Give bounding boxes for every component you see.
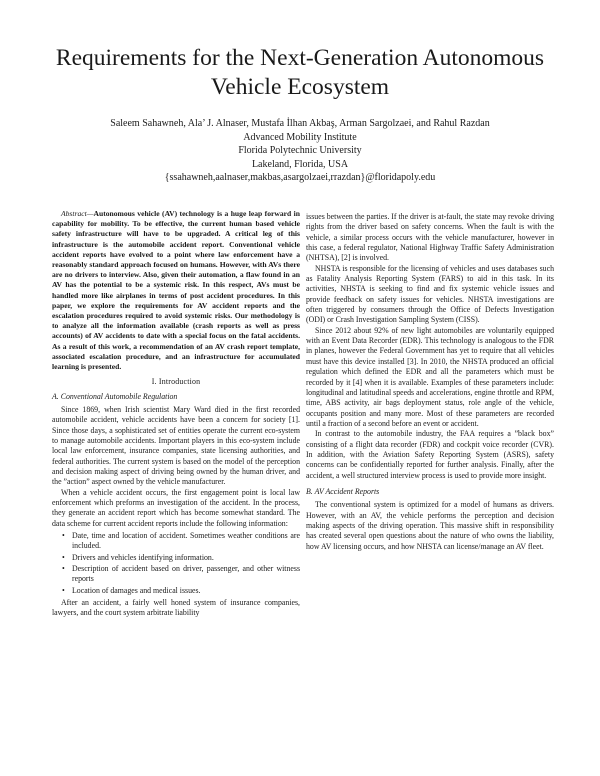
abstract xyxy=(52,209,300,372)
author-institute: Advanced Mobility Institute xyxy=(243,131,357,143)
list-item: • Drivers and vehicles identifying information. xyxy=(72,553,300,563)
right-paragraph-1: issues between the parties. If the driver is at-fault, the state may revoke driving rights from the driver based on safety concerns. When the fault is with the vehicle, a similar process occurs with the vehicle manufacturer, however in this case, a federal regulator, National Highway Traffic Safety Administration (NHTSA), [2] is involved. xyxy=(306,212,554,263)
intro-paragraph-2: When a vehicle accident occurs, the first engagement point is local law enforcement which preforms an investigation of the accident. In the process, they generate an accident report which has become somewhat standard. The data scheme for current accident reports include the following information: xyxy=(52,487,300,528)
paper-title: Requirements for the Next-Generation Autonomous Vehicle Ecosystem xyxy=(55,45,545,100)
left-column xyxy=(52,209,300,619)
abstract-lead: Abstract— xyxy=(61,209,94,218)
author-university: Florida Polytechnic University xyxy=(238,145,362,157)
author-block xyxy=(40,117,560,185)
right-paragraph-3: Since 2012 about 92% of new light automobiles are voluntarily equipped with an Event Data Recorder (EDR). This technology is analogous to the FDR in planes, however the Federal Government has yet to require that all vehicles must have this device installed [3]. In 2010, the NHSTA produced an official regulation which defined the EDR and all the parameters which must be recorded by it [4] when it is available. Examples of these parameters include: longitudinal and latitudinal speeds and accelerations, engine throttle and RPM, time, ABS activity, air bags deployment status, role angle of the vehicle, occupants position and many more. Most of these parameters are recorded until a fraction of a second before an event or accident. xyxy=(306,325,554,428)
right-column xyxy=(306,212,554,552)
right-paragraph-5: The conventional system is optimized for a model of humans as drivers. However, with an AV, the vehicle performs the perception and decision making aspects of the driving operation. This massive shift in responsibility has created several open questions about the nature of who owns the liability, how AV licensing occurs, and how NHSTA can license/manage an AV fleet. xyxy=(306,500,554,551)
author-emails: {ssahawneh,aalnaser,makbas,asargolzaei,rrazdan}@floridapoly.edu xyxy=(164,172,436,184)
intro-paragraph-3: After an accident, a fairly well honed system of insurance companies, lawyers, and the court system arbitrate liability xyxy=(52,598,300,618)
list-item: • Description of accident based on driver, passenger, and other witness reports xyxy=(72,564,300,585)
list-item: • Date, time and location of accident. Sometimes weather conditions are included. xyxy=(72,531,300,552)
section-heading-introduction: I. Introduction xyxy=(151,377,201,387)
right-paragraph-2: NHSTA is responsible for the licensing of vehicles and uses databases such as Fatality Analysis Reporting System (FARS) to aid in this task. In its activities, NHSTA is seeking to find and fix systemic vehicle issues and provide feedback on safety issues for vehicles. NHSTA investigations are often triggered by consumers through the Office of Defects Investigation (ODI) or Crash Investigation Sampling System (CISS). xyxy=(306,263,554,325)
subsection-heading-b: B. AV Accident Reports xyxy=(306,486,380,496)
right-paragraph-4: In contrast to the automobile industry, the FAA requires a ”black box” consisting of a flight data recorder (FDR) and cockpit voice recorder (CVR). In addition, with the Aviation Safety Reporting System (ASRS), safety concerns can be confidentially reported for further analysis. Finally, after the accident, a well structured interview process is used to provide more insight. xyxy=(306,429,554,480)
report-fields-list xyxy=(52,531,300,596)
author-names: Saleem Sahawneh, Ala’ J. Alnaser, Mustafa İlhan Akbaş, Arman Sargolzaei, and Rahul Razdan xyxy=(110,118,490,129)
subsection-heading-a: A. Conventional Automobile Regulation xyxy=(52,391,178,401)
list-item: • Location of damages and medical issues. xyxy=(72,586,300,596)
intro-paragraph-1: Since 1869, when Irish scientist Mary Ward died in the first recorded automobile accident, vehicle accidents have been a concern for society [1]. Since those days, a sophisticated set of entities operate the current eco-system to manage automobile accidents. Important players in this eco-system include local law enforcement, insurance companies, state licensing authorities, and federal authorities. The current system is based on the model of the perception and decision making aspect of driving being owned by the human driver, and the ”action” aspect owned by the vehicle manufacturer. xyxy=(52,404,300,487)
abstract-text: Autonomous vehicle (AV) technology is a huge leap forward in capability for mobility. To be effective, the current human based vehicle safety infrastructure will have to be upgraded. A critical leg of this infrastructure is the automobile accident report. Conventional vehicle accident reports have evolved to a point where law enforcement have a reasonably standard approach focused on humans. However, with AVs there are no drivers to interview. Also, given their automation, a flaw found in an AV has the potential to be a systemic risk. In this respect, AVs must be handled more like airplanes in terms of post accident procedures. In this paper, we explore the requirements for AV accident reports and the escalation procedures required to avoid systemic risks. Our methodology is to analyze all the information available (crash reports as well as press accounts) of AV accidents to date with a special focus on the fatal accidents. As a result of this work, a recommendation of an AV crash report template, associated escalation procedure, and an infrastructure for accumulated learning is presented. xyxy=(52,209,300,372)
author-location: Lakeland, Florida, USA xyxy=(251,158,349,170)
